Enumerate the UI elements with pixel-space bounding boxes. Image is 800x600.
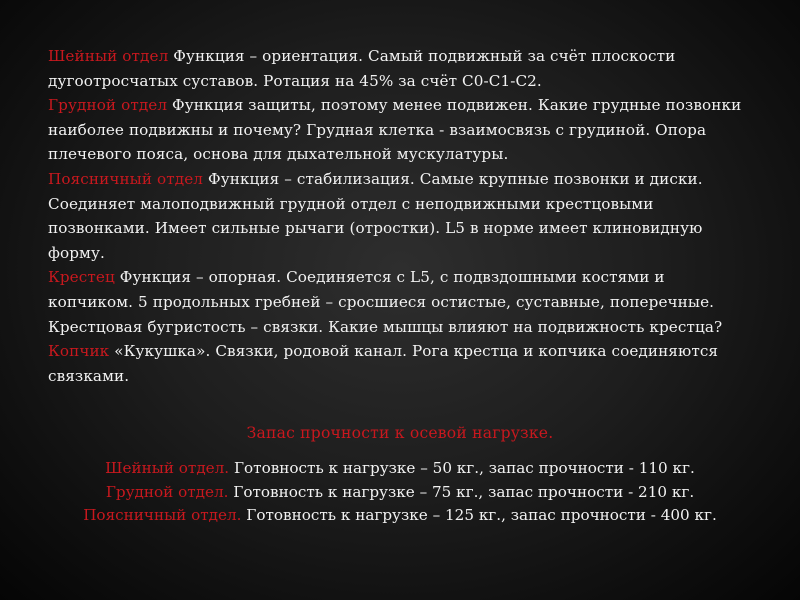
text-thoracic: Функция защиты, поэтому менее подвижен. Какие грудные позвонки наиболее подвижны и почему? Грудная клетка - взаимосвязь с грудиной. Опора плечевого пояса, основа для дыхательной мускулатуры. <box>48 96 742 164</box>
paragraph-lumbar <box>48 167 753 265</box>
strength-line-thoracic <box>0 481 800 505</box>
paragraph-coccyx <box>48 339 753 388</box>
strength-text-lumbar: Готовность к нагрузке – 125 кг., запас прочности - 400 кг. <box>241 506 717 524</box>
heading-thoracic: Грудной отдел <box>48 96 168 115</box>
strength-line-cervical <box>0 457 800 481</box>
heading-sacrum: Крестец <box>48 268 115 287</box>
paragraph-sacrum <box>48 265 753 339</box>
section-subtitle: Запас прочности к осевой нагрузке. <box>246 424 554 442</box>
paragraph-thoracic <box>48 93 753 167</box>
strength-list <box>0 457 800 528</box>
text-cervical: Функция – ориентация. Самый подвижный за счёт плоскости дугоотросчатых суставов. Ротация на 45% за счёт С0-С1-С2. <box>48 47 676 90</box>
heading-coccyx: Копчик <box>48 342 110 361</box>
strength-text-thoracic: Готовность к нагрузке – 75 кг., запас прочности - 210 кг. <box>228 482 695 501</box>
strength-label-cervical: Шейный отдел. <box>105 459 230 477</box>
heading-cervical: Шейный отдел <box>48 47 169 65</box>
heading-lumbar: Поясничный отдел <box>48 169 204 188</box>
strength-line-lumbar <box>0 504 800 528</box>
text-lumbar: Функция – стабилизация. Самые крупные позвонки и диски. Соединяет малоподвижный грудной отдел с неподвижными крестцовыми позвонками. Имеет сильные рычаги (отростки). L5 в норме имеет клиновидную форму. <box>48 169 703 262</box>
paragraph-cervical <box>48 44 753 93</box>
text-coccyx: «Кукушка». Связки, родовой канал. Рога крестца и копчика соединяются связками. <box>48 342 719 385</box>
strength-label-lumbar: Поясничный отдел. <box>83 506 242 524</box>
strength-label-thoracic: Грудной отдел. <box>105 482 229 501</box>
slide-body <box>48 44 753 388</box>
text-sacrum: Функция – опорная. Соединяется с L5, с подвздошными костями и копчиком. 5 продольных гребней – сросшиеся остистые, суставные, поперечные. Крестцовая бугристость – связки. Какие мышцы влияют на подвижность крестца? <box>48 268 723 336</box>
strength-text-cervical: Готовность к нагрузке – 50 кг., запас прочности - 110 кг. <box>229 459 695 477</box>
